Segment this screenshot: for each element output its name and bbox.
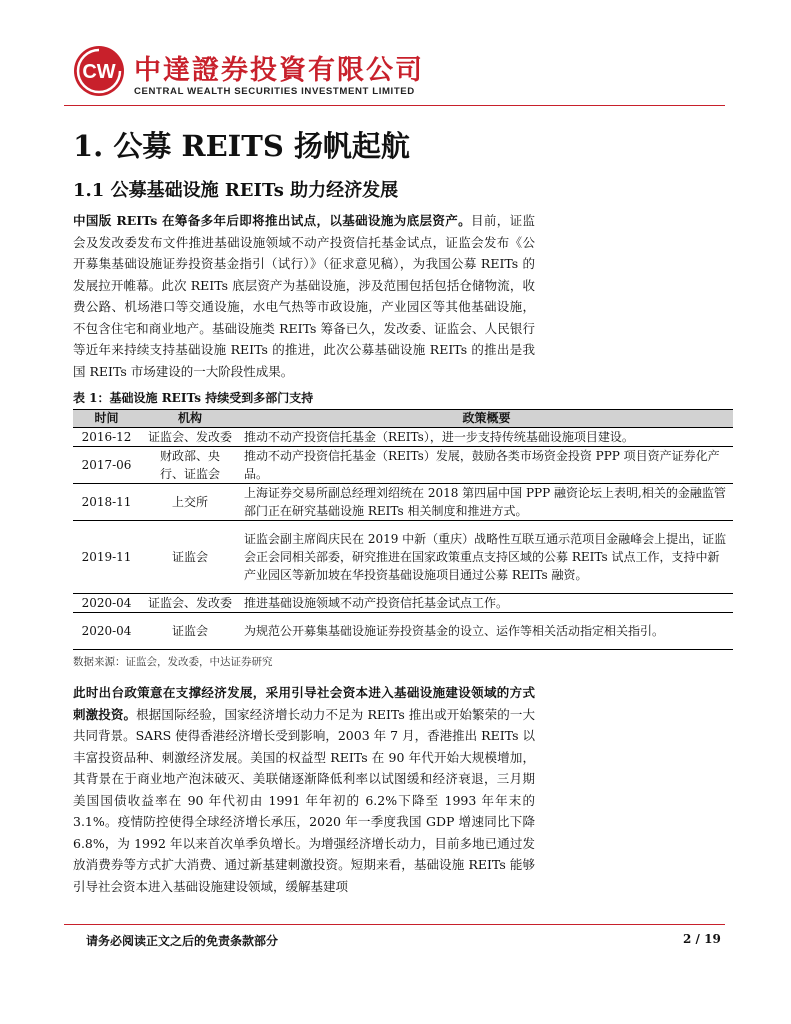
table-caption: 表 1：基础设施 REITs 持续受到多部门支持 <box>73 391 314 405</box>
row-summary: 推动不动产投资信托基金（REITs），进一步支持传统基础设施项目建设。 <box>240 428 733 447</box>
footer-divider <box>64 924 725 925</box>
page-number: 2 / 19 <box>683 932 721 946</box>
row-date: 2020-04 <box>73 613 140 650</box>
table-row <box>73 613 733 650</box>
column-header-date: 时间 <box>73 410 140 428</box>
table-header-row <box>73 410 733 428</box>
row-org: 上交所 <box>140 484 240 521</box>
paragraph-policy-body: 根据国际经验，国家经济增长动力不足为 REITs 推出或开始繁荣的一大共同背景。SARS 使得香港经济增长受到影响，2003 年 7 月，香港推出 REITs 以丰富投资品种、刺激经济发展。美国的权益型 REITs 在 90 年代开始大规模增加，其背景在于商业地产泡沫破灭、美联储逐渐降低利率以试图缓和经济衰退，三月期美国国债收益率在 90 年代初由 1991 年年初的 6.2%下降至 1993 年年末的 3.1%。疫情防控使得全球经济增长承压，2020 年一季度我国 GDP 增速同比下降 6.8%，为 1992 年以来首次单季负增长。为增强经济增长动力，目前多地已通过发放消费券等方式扩大消费、通过新基建刺激投资。短期来看，基础设施 REITs 能够引导社会资本进入基础设施建设领域，缓解基建项 <box>73 706 535 894</box>
table-row <box>73 484 733 521</box>
section-heading: 1. 公募 REITS 扬帆起航 <box>73 129 410 163</box>
row-summary: 推动不动产投资信托基金（REITs）发展，鼓励各类市场资金投资 PPP 项目资产证券化产品。 <box>240 447 733 484</box>
table-row <box>73 594 733 613</box>
row-org: 财政部、央行、证监会 <box>140 447 240 484</box>
row-date: 2019-11 <box>73 521 140 594</box>
logo-text: CW <box>82 61 116 83</box>
row-org: 证监会、发改委 <box>140 428 240 447</box>
table-row <box>73 521 733 594</box>
row-summary: 为规范公开募集基础设施证券投资基金的设立、运作等相关活动指定相关指引。 <box>240 613 733 650</box>
column-header-summary: 政策概要 <box>240 410 733 428</box>
row-summary: 上海证券交易所副总经理刘绍统在 2018 第四届中国 PPP 融资论坛上表明,相关的金融监管部门正在研究基础设施 REITs 相关制度和推进方式。 <box>240 484 733 521</box>
subsection-heading: 1.1 公募基础设施 REITs 助力经济发展 <box>73 180 399 201</box>
row-summary: 证监会副主席阎庆民在 2019 中新（重庆）战略性互联互通示范项目金融峰会上提出，证监会正会同相关部委，研究推进在国家政策重点支持区域的公募 REITs 试点工作，支持中新产业园区等新加坡在华投资基础设施项目通过公募 REITs 融资。 <box>240 521 733 594</box>
paragraph-intro <box>73 210 535 382</box>
row-date: 2018-11 <box>73 484 140 521</box>
company-logo <box>74 46 124 96</box>
row-date: 2020-04 <box>73 594 140 613</box>
row-org: 证监会 <box>140 521 240 594</box>
column-header-org: 机构 <box>140 410 240 428</box>
table-row <box>73 428 733 447</box>
row-date: 2017-06 <box>73 447 140 484</box>
footer-disclaimer: 请务必阅读正文之后的免责条款部分 <box>86 934 279 948</box>
paragraph-policy-lead: 此时出台政策意在支撑经济发展，采用引导社会资本进入基础设施建设领域的方式刺激投资。 <box>73 685 535 722</box>
paragraph-intro-lead: 中国版 REITs 在筹备多年后即将推出试点，以基础设施为底层资产。 <box>73 213 471 228</box>
paragraph-policy <box>73 682 535 897</box>
table-row <box>73 447 733 484</box>
table-source: 数据来源：证监会，发改委，中达证券研究 <box>73 656 273 668</box>
row-org: 证监会 <box>140 613 240 650</box>
paragraph-intro-body: 目前，证监会及发改委发布文件推进基础设施领域不动产投资信托基金试点，证监会发布《公开募集基础设施证券投资基金指引（试行）》（征求意见稿），为我国公募 REITs 的发展拉开帷幕。此次 REITs 底层资产为基础设施，涉及范围包括包括仓储物流，收费公路、机场港口等交通设施，水电气热等市政设施，产业园区等其他基础设施，不包含住宅和商业地产。基础设施类 REITs 筹备已久，发改委、证监会、人民银行等近年来持续支持基础设施 REITs 的推进，此次公募基础设施 REITs 的推出是我国 REITs 市场建设的一大阶段性成果。 <box>73 213 535 379</box>
policy-table <box>73 410 733 650</box>
row-date: 2016-12 <box>73 428 140 447</box>
company-name-en: CENTRAL WEALTH SECURITIES INVESTMENT LIMITED <box>134 86 415 97</box>
company-name-cn: 中達證券投資有限公司 <box>134 55 424 86</box>
row-org: 证监会、发改委 <box>140 594 240 613</box>
row-summary: 推进基础设施领域不动产投资信托基金试点工作。 <box>240 594 733 613</box>
header-divider <box>64 105 725 106</box>
